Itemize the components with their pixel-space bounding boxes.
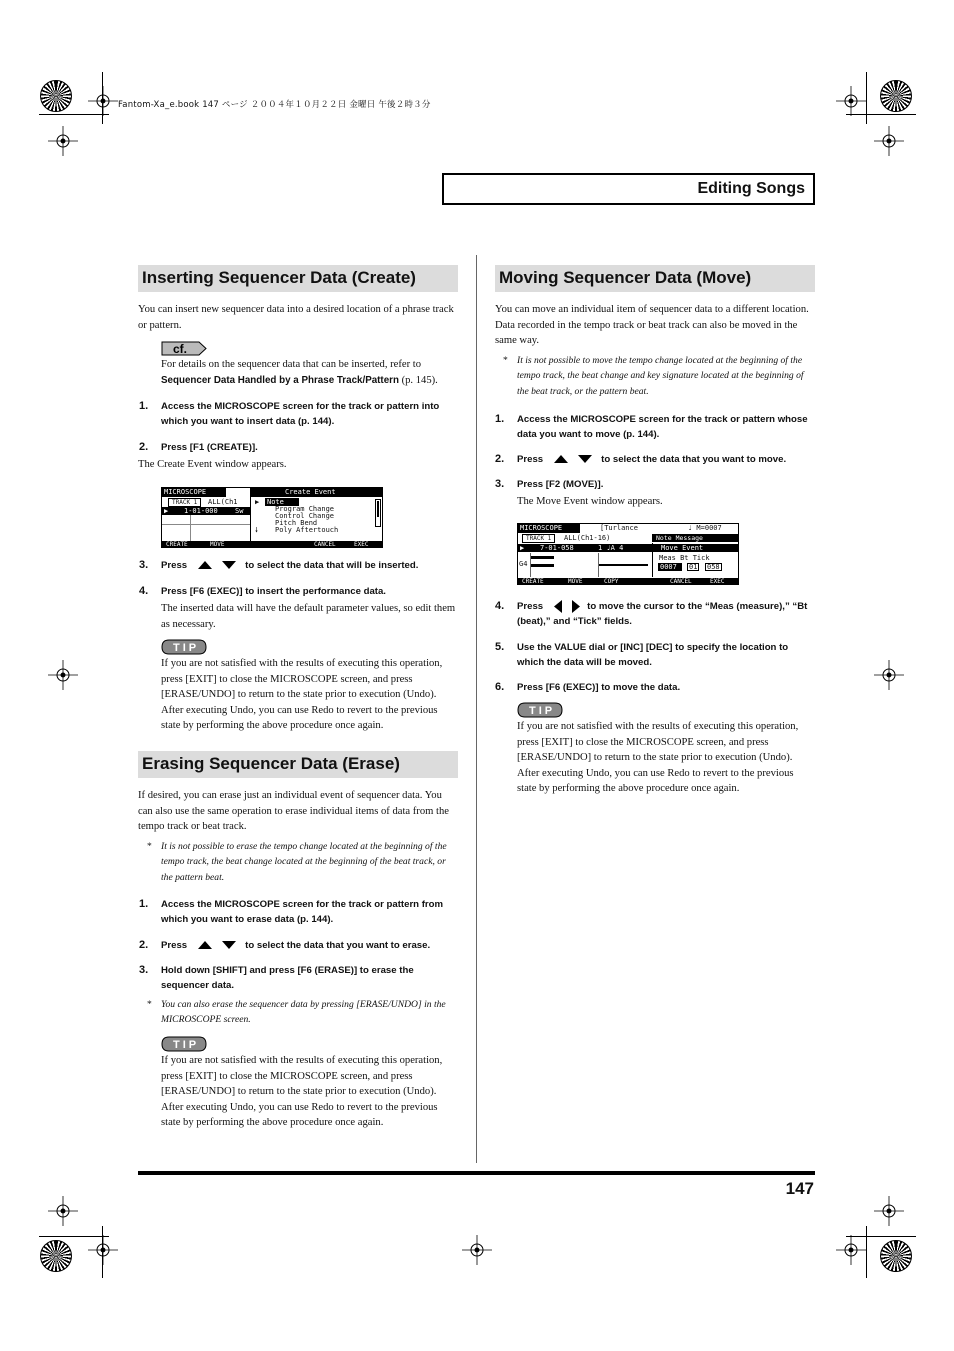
- crop-mark: [866, 1226, 867, 1278]
- down-arrow-icon: [222, 941, 236, 949]
- move-intro: You can move an individual item of sequencer data to a different location. Data recorded in the tempo track or beat track can also be moved in the same way.: [495, 304, 809, 347]
- tip-icon: [161, 639, 207, 655]
- crosshair-target-icon: [48, 660, 78, 690]
- move-step-5: [495, 641, 812, 670]
- tip-label: TIP: [173, 1039, 200, 1051]
- registration-rosette-top-left: [40, 80, 72, 112]
- tip-icon: [517, 702, 563, 718]
- lcd-piano-roll-note: [598, 564, 648, 566]
- lcd-f6-button[interactable]: EXEC: [354, 541, 369, 548]
- lcd-position-suffix: Sw: [235, 507, 244, 515]
- cf-label: cf.: [173, 342, 188, 356]
- step-text: Press [F2 (MOVE)].: [517, 479, 604, 490]
- step-number: 2.: [139, 939, 149, 951]
- section-title: Inserting Sequencer Data (Create): [142, 268, 416, 287]
- lcd-position-bar: [518, 544, 652, 552]
- note-text: You can also erase the sequencer data by pressing [ERASE/UNDO] in the MICROSCOPE screen.: [161, 999, 446, 1026]
- note-asterisk: *: [147, 841, 152, 852]
- lcd-function-bar: [162, 541, 383, 548]
- page-number: 147: [785, 1179, 814, 1198]
- move-event-lcd-screenshot: [517, 523, 739, 585]
- lcd-f5-button[interactable]: CANCEL: [670, 578, 692, 585]
- beat-field[interactable]: 01: [689, 563, 698, 571]
- step-text: Press [F1 (CREATE)].: [161, 442, 258, 453]
- file-header: Fantom-Xa_e.book 147 ページ ２００４年１０月２２日 金曜日 午後２時３分: [118, 100, 431, 110]
- step-text: Hold down [SHIFT] and press [F6 (ERASE)] to erase the sequencer data.: [161, 965, 414, 991]
- section-heading-move: [495, 265, 815, 292]
- step-number: 4.: [139, 585, 149, 597]
- lcd-track-label: TRACK 1: [168, 498, 201, 507]
- step-number: 1.: [495, 413, 505, 425]
- move-step-3-result: The Move Event window appears.: [517, 496, 663, 507]
- crosshair-target-icon: [836, 1235, 866, 1265]
- create-event-popup: [250, 488, 383, 541]
- tip-icon: [161, 1036, 207, 1052]
- erase-tip-text: If you are not satisfied with the results of executing this operation, press [EXIT] to close the MICROSCOPE screen, and press [ERASE/UNDO] to return to the state prior to execution (Undo). After executing Undo, you can use Redo to revert to the previous state by performing the above procedure once again.: [161, 1055, 443, 1129]
- create-event-item-program-change[interactable]: Program Change: [275, 505, 335, 513]
- step-number: 5.: [495, 641, 505, 653]
- chapter-title: Editing Songs: [697, 180, 805, 197]
- create-event-item-control-change[interactable]: Control Change: [275, 512, 335, 520]
- step-number: 1.: [139, 898, 149, 910]
- cf-reference-icon: [161, 341, 207, 356]
- lcd-song-name: [Turlance: [600, 524, 638, 532]
- move-note: [503, 353, 815, 399]
- create-step-3: [139, 559, 456, 574]
- step-text: to select the data that you want to move.: [601, 454, 787, 465]
- popup-title: Move Event: [661, 544, 704, 552]
- lcd-note-name: G4: [519, 560, 528, 568]
- move-step-4: [495, 600, 812, 629]
- move-step-2: [495, 453, 812, 468]
- popup-field-labels: Meas Bt Tick: [659, 554, 710, 562]
- lcd-screen-title: MICROSCOPE: [520, 524, 563, 532]
- move-step-3: [495, 478, 812, 493]
- step-number: 6.: [495, 681, 505, 693]
- erase-intro: If desired, you can erase just an individual event of sequencer data. You can also use the same operation to erase individual items of data from the tempo track or beat track.: [138, 790, 449, 833]
- crop-mark: [102, 1226, 103, 1278]
- create-step-4-result: The inserted data will have the default parameter values, so edit them as necessary.: [161, 603, 456, 630]
- crosshair-target-icon: [836, 86, 866, 116]
- up-arrow-icon: [198, 941, 212, 949]
- down-arrow-icon: [578, 455, 592, 463]
- lcd-screen-title: MICROSCOPE: [164, 488, 207, 496]
- create-event-lcd-screenshot: [161, 487, 383, 548]
- crosshair-target-icon: [874, 660, 904, 690]
- note-text: It is not possible to move the tempo change located at the beginning of the tempo track, the beat change and key signature located at the beginning of the beat track, or the pattern beat.: [517, 355, 804, 397]
- create-event-item-pitch-bend[interactable]: Pitch Bend: [275, 519, 318, 527]
- create-cf-note: [161, 357, 461, 388]
- popup-cursor: ▶: [255, 498, 260, 506]
- erase-note-2: [147, 997, 459, 1028]
- crop-mark: [102, 72, 103, 124]
- step-number: 4.: [495, 600, 505, 612]
- create-tip-text: If you are not satisfied with the results of executing this operation, press [EXIT] to close the MICROSCOPE screen, and press [ERASE/UNDO] to return to the state prior to execution (Undo). After executing Undo, you can use Redo to revert to the previous state by performing the above procedure once again.: [161, 658, 443, 732]
- step-text: Press [F6 (EXEC)] to move the data.: [517, 682, 681, 693]
- section-heading-create: [138, 265, 458, 292]
- step-text: Access the MICROSCOPE screen for the track or pattern into which you want to insert data (p. 144).: [161, 401, 440, 427]
- crosshair-target-icon: [48, 1196, 78, 1226]
- create-step-2-result: The Create Event window appears.: [138, 459, 287, 470]
- step-number: 2.: [139, 441, 149, 453]
- lcd-f2-button[interactable]: MOVE: [210, 541, 225, 548]
- tip-label: TIP: [173, 642, 200, 654]
- erase-step-1: [139, 898, 456, 927]
- cf-text: For details on the sequencer data that can be inserted, refer to: [161, 359, 422, 370]
- left-arrow-icon: [554, 600, 562, 613]
- crop-mark: [39, 1236, 109, 1237]
- lcd-f5-button[interactable]: CANCEL: [314, 541, 336, 548]
- crop-mark: [846, 1236, 916, 1237]
- lcd-f6-button[interactable]: EXEC: [710, 578, 725, 585]
- crop-mark: [39, 114, 109, 115]
- lcd-f1-button[interactable]: CREATE: [522, 578, 544, 585]
- erase-note: [147, 839, 459, 885]
- lcd-position: 7-01-058: [540, 544, 574, 552]
- cf-link-text: Sequencer Data Handled by a Phrase Track/Pattern: [161, 374, 399, 386]
- step-text: to select the data that will be inserted.: [245, 560, 419, 571]
- note-text: It is not possible to erase the tempo change located at the beginning of the tempo track, the beat change located at the beginning of the beat track, or the pattern beat.: [161, 841, 447, 883]
- lcd-grid-line: [530, 553, 531, 577]
- right-arrow-icon: [572, 600, 580, 613]
- note-asterisk: *: [503, 355, 508, 366]
- create-intro: You can insert new sequencer data into a desired location of a phrase track or pattern.: [138, 304, 454, 331]
- create-step-2: [139, 441, 456, 456]
- step-number: 3.: [495, 478, 505, 490]
- popup-title: Create Event: [285, 488, 336, 496]
- crosshair-target-icon: [462, 1235, 492, 1265]
- lcd-f3-button[interactable]: COPY: [604, 578, 619, 585]
- step-text: to select the data that you want to erase.: [245, 940, 431, 951]
- create-event-item-poly-aftertouch[interactable]: Poly Aftertouch: [275, 526, 339, 534]
- step-text: Use the VALUE dial or [INC] [DEC] to specify the location to which the data will be moved.: [517, 642, 789, 668]
- scroll-down-icon: 🠗: [255, 526, 259, 534]
- step-number: 3.: [139, 559, 149, 571]
- lcd-grid-line: [598, 553, 599, 577]
- lcd-f1-button[interactable]: CREATE: [166, 541, 188, 548]
- lcd-piano-roll-note: [530, 556, 554, 559]
- column-divider: [476, 255, 477, 1163]
- crosshair-target-icon: [874, 1196, 904, 1226]
- step-text: Press [F6 (EXEC)] to insert the performance data.: [161, 586, 386, 597]
- lcd-track-label: TRACK 1: [522, 534, 555, 543]
- create-event-item-note[interactable]: Note: [267, 498, 284, 506]
- popup-scrollbar[interactable]: [375, 499, 381, 527]
- lcd-tempo: ♩ M=0007: [688, 524, 722, 532]
- step-text: Press: [517, 601, 544, 613]
- registration-rosette-top-right: [880, 80, 912, 112]
- registration-rosette-bottom-right: [880, 1240, 912, 1272]
- crop-mark: [846, 114, 916, 115]
- tip-label: TIP: [529, 705, 556, 717]
- step-text: to move the cursor to the “Meas (measure),” “Bt (beat),” and “Tick” fields.: [517, 601, 808, 627]
- step-number: 1.: [139, 400, 149, 412]
- step-number: 3.: [139, 964, 149, 976]
- create-step-4: [139, 585, 456, 600]
- crosshair-target-icon: [874, 126, 904, 156]
- up-arrow-icon: [554, 455, 568, 463]
- move-tip-text: If you are not satisfied with the results of executing this operation, press [EXIT] to close the MICROSCOPE screen, and press [ERASE/UNDO] to return to the state prior to execution (Undo). After executing Undo, you can use Redo to revert to the previous state by performing the above procedure once again.: [517, 721, 799, 795]
- note-asterisk: *: [147, 999, 152, 1010]
- down-arrow-icon: [222, 561, 236, 569]
- registration-rosette-bottom-left: [40, 1240, 72, 1272]
- crop-mark: [866, 72, 867, 124]
- step-text: Access the MICROSCOPE screen for the track or pattern from which you want to erase data (p. 144).: [161, 899, 444, 925]
- lcd-note-message: Note Message: [656, 534, 703, 542]
- up-arrow-icon: [198, 561, 212, 569]
- lcd-position-value: 1 ♩A 4: [598, 544, 624, 552]
- erase-step-3: [139, 964, 456, 993]
- move-step-6: [495, 681, 812, 696]
- chapter-header: [442, 173, 815, 205]
- lcd-position-marker: ▶: [520, 544, 525, 552]
- crosshair-target-icon: [88, 86, 118, 116]
- lcd-grid-line: [162, 524, 250, 525]
- crosshair-target-icon: [48, 126, 78, 156]
- erase-step-2: [139, 939, 456, 954]
- section-title: Moving Sequencer Data (Move): [499, 268, 752, 287]
- step-text: Access the MICROSCOPE screen for the track or pattern whose data you want to move (p. 144).: [517, 414, 808, 440]
- lcd-position: 1-01-000: [184, 507, 218, 515]
- lcd-piano-roll-note: [530, 564, 554, 567]
- popup-scrollbar-thumb[interactable]: [377, 501, 379, 517]
- move-event-popup: [652, 543, 739, 577]
- step-number: 2.: [495, 453, 505, 465]
- lcd-f2-button[interactable]: MOVE: [568, 578, 583, 585]
- step-text: Press: [517, 454, 544, 465]
- lcd-function-bar: [518, 578, 739, 585]
- move-step-1: [495, 413, 812, 442]
- create-step-1: [139, 400, 456, 429]
- crosshair-target-icon: [88, 1235, 118, 1265]
- footer-rule: [138, 1171, 815, 1175]
- meas-field[interactable]: 0007: [660, 563, 677, 571]
- step-text: Press: [161, 940, 188, 951]
- section-title: Erasing Sequencer Data (Erase): [142, 754, 400, 773]
- section-heading-erase: [138, 751, 458, 778]
- lcd-channel: ALL(Ch1-16): [564, 534, 611, 542]
- tick-field[interactable]: 058: [707, 563, 720, 571]
- step-text: Press: [161, 560, 188, 571]
- lcd-channel: ALL(Ch1: [208, 498, 238, 506]
- cf-page-ref: (p. 145).: [398, 374, 438, 386]
- lcd-grid-line: [190, 515, 191, 541]
- lcd-position-marker: ▶: [164, 507, 169, 515]
